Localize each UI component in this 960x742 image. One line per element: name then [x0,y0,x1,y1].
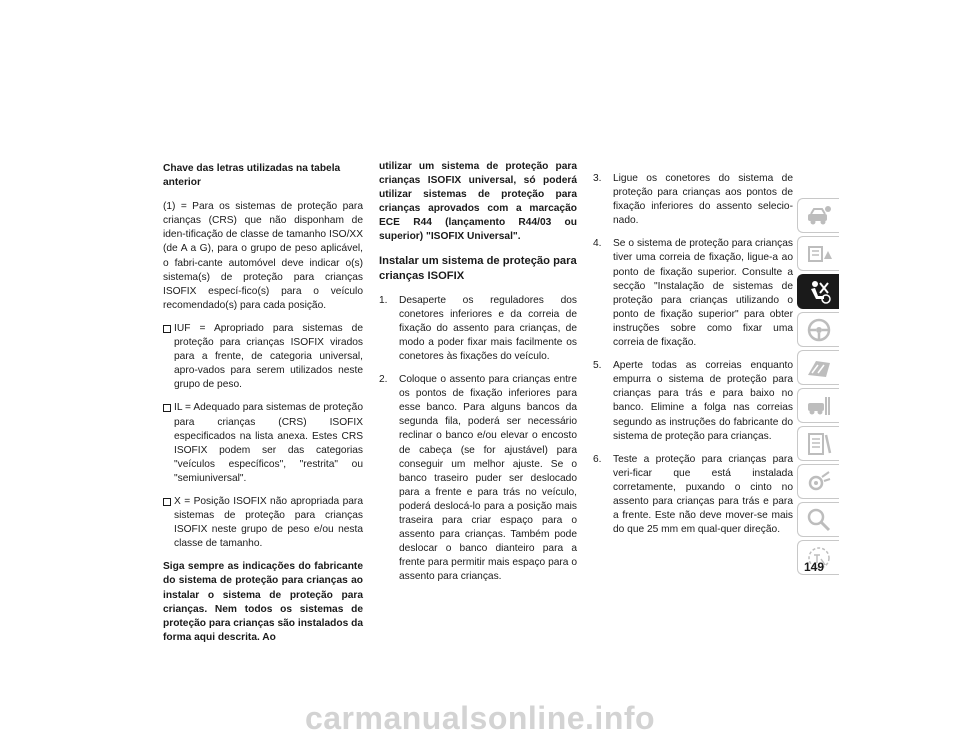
tab-emergency[interactable] [797,388,839,423]
car-tools-icon [806,393,832,419]
tab-specs[interactable] [797,464,839,499]
step-item [593,359,793,444]
chapter-tabs [797,198,841,578]
tab-maintenance[interactable] [797,426,839,461]
bullet-item: IL = Adequado para sistemas de proteção para crianças (CRS) ISOFIX especificados na lista anexa. Estes CRS ISOFIX podem ser das categorias "veículos específicos", "restrita" ou "semiuniversal". [163,401,363,486]
key-heading: Chave das letras utilizadas na tabela anterior [163,163,341,189]
tab-driving[interactable] [797,350,839,385]
tab-safety[interactable] [797,274,839,309]
step-number: 4. [593,238,602,250]
step-number: 2. [379,374,388,386]
step-item [379,294,577,364]
airbag-seat-icon [806,279,832,305]
step-number: 5. [593,360,602,372]
maintenance-checklist-icon [806,431,832,457]
step-number: 6. [593,453,602,465]
tab-car-info[interactable] [797,198,839,233]
step-number: 1. [379,294,388,306]
wrench-gear-icon [806,469,832,495]
section-title: Instalar um sistema de proteção para crianças ISOFIX [379,254,577,282]
step-item [379,373,577,584]
square-bullet-icon [163,322,174,336]
car-info-icon [806,203,832,229]
step-item [593,237,793,350]
dashboard-warning-icon [806,241,832,267]
bullet-item: X = Posição ISOFIX não apropriada para sistemas de proteção para crianças ISOFIX neste grupo de peso e/ou nesta classe de tamanho. [163,495,363,551]
square-bullet-icon [163,495,174,509]
car-driving-icon [806,355,832,381]
right-column [593,172,793,546]
tab-dashboard[interactable] [797,236,839,271]
step-text: Teste a proteção para crianças para veri-ficar que está instalada corretamente, puxando o cinto no assento para crianças para trás e para a frente. Este não deve mover-se mais do que 25 mm em qual-quer direção. [613,453,793,536]
left-column [163,162,363,654]
step-number: 3. [593,173,602,184]
magnifier-index-icon [806,507,832,533]
tab-starting[interactable] [797,312,839,347]
tab-index[interactable] [797,502,839,537]
step-text: Ligue os conetores do sistema de proteção para crianças aos pontos de fixação inferiores do assento selecio-nado. [613,173,793,227]
square-bullet-icon [163,401,174,415]
step-text: Coloque o assento para crianças entre os pontos de fixação inferiores para esse banco. Para alguns bancos da segunda fila, poderá ser necessário reclinar o banco e/ou elevar o encosto de cabeça (se for ajustável) para conseguir um melhor ajuste. Se o banco traseiro puder ser deslocado para a frente e para trás no veículo, poderá deslocá-lo para a posição mais traseira para criar espaço para o assento para crianças. Também pode deslocar o banco dianteiro para a frente para permitir mais espaço para o assento para crianças. [399,374,577,583]
warning-paragraph-continued: utilizar um sistema de proteção para crianças ISOFIX universal, só poderá utilizar sistemas de proteção para crianças aprovados com a marcação ECE R44 (lançamento R44/03 ou superior) "ISOFIX Universal". [379,161,577,243]
steering-wheel-icon [806,317,832,343]
step-item [593,453,793,538]
page-number: 149 [804,560,825,574]
step-item [593,172,793,228]
step-text: Aperte todas as correias enquanto empurra o sistema de proteção para crianças para trás e para baixo no banco. Elimine a folga nas correias segundo as instruções do fabricante do sistema de proteção para crianças. [613,360,793,442]
step-text: Desaperte os reguladores dos conetores inferiores e da correia de fixação do assento para crianças, de modo a poder fixar mais facilmente os conetores às fixações do veículo. [399,294,577,362]
watermark: carmanualsonline.info [304,700,656,736]
warning-paragraph: Siga sempre as indicações do fabricante do sistema de proteção para crianças ao instalar o sistema de proteção para crianças. Nem todos os sistemas de proteção para crianças são instalados da forma aqui descrita. Ao [163,561,363,643]
bullet-item: IUF = Apropriado para sistemas de proteção para crianças ISOFIX virados para a frente, de categoria universal, apro-vados para serem utilizados neste grupo de peso. [163,322,363,392]
step-text: Se o sistema de proteção para crianças tiver uma correia de fixação, ligue-a ao ponto de fixação superior. Consulte a secção "Instalação de sistemas de proteção para crianças utilizando o ponto de fixação superior" para obter instruções sobre como fixar uma correia de fixação. [613,238,793,349]
intro-paragraph: (1) = Para os sistemas de proteção para crianças (CRS) que não disponham de iden-tificação de classe de tamanho ISO/XX (de A a G), para o grupo de peso aplicável, o fabri-cante automóvel deve indicar o(s) sistema(s) de proteção para crianças ISOFIX especí-fico(s) para o veículo recomendado(s) para cada posição. [163,201,363,311]
middle-column [379,160,577,593]
